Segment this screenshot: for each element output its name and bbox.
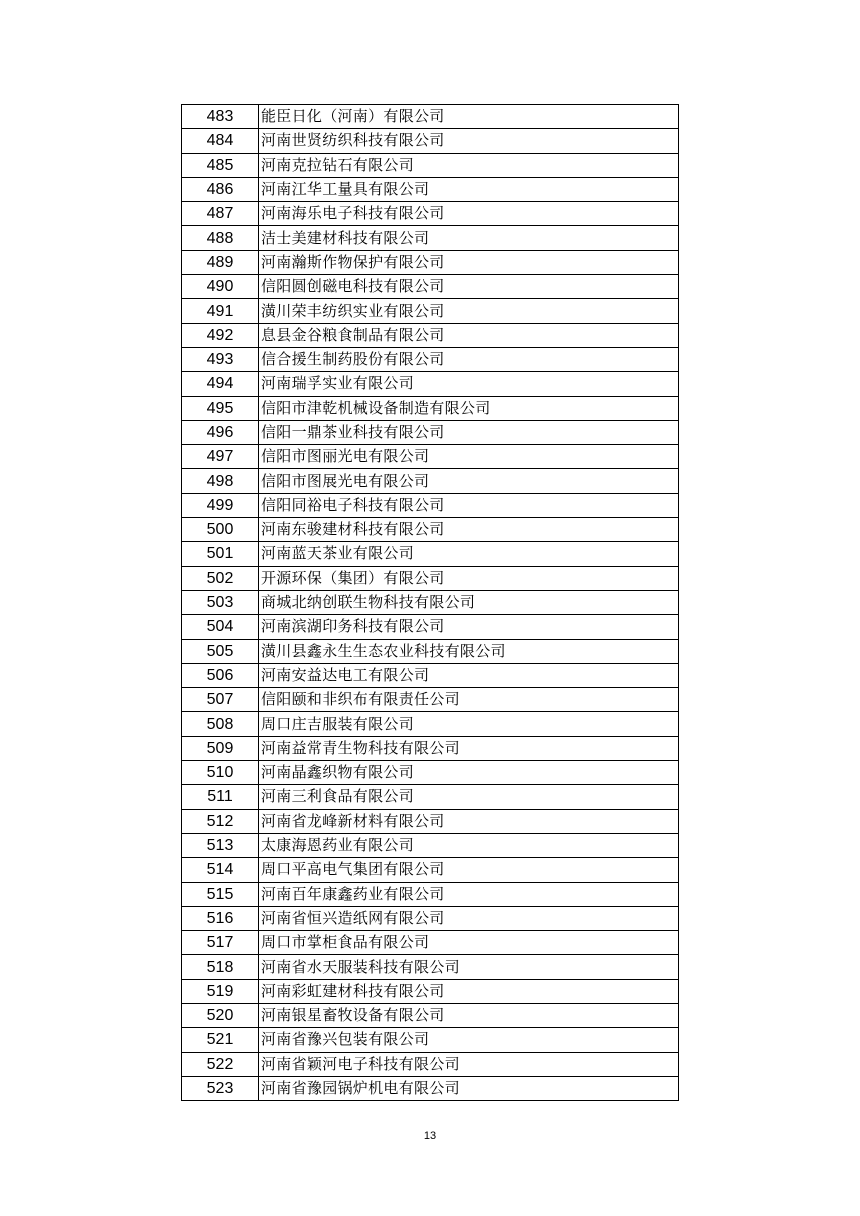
table-row bbox=[182, 931, 679, 955]
company-name: 商城北纳创联生物科技有限公司 bbox=[259, 590, 679, 614]
table-row bbox=[182, 761, 679, 785]
row-number: 509 bbox=[182, 736, 259, 760]
row-number: 508 bbox=[182, 712, 259, 736]
row-number: 510 bbox=[182, 761, 259, 785]
company-name: 河南三利食品有限公司 bbox=[259, 785, 679, 809]
row-number: 513 bbox=[182, 833, 259, 857]
row-number: 494 bbox=[182, 372, 259, 396]
company-name: 河南百年康鑫药业有限公司 bbox=[259, 882, 679, 906]
row-number: 487 bbox=[182, 202, 259, 226]
company-name: 河南省水天服装科技有限公司 bbox=[259, 955, 679, 979]
table-row bbox=[182, 250, 679, 274]
page-number: 13 bbox=[423, 1130, 437, 1142]
company-name: 河南蓝天茶业有限公司 bbox=[259, 542, 679, 566]
company-name: 能臣日化（河南）有限公司 bbox=[259, 105, 679, 129]
company-name: 潢川县鑫永生生态农业科技有限公司 bbox=[259, 639, 679, 663]
company-name: 信阳颐和非织布有限责任公司 bbox=[259, 688, 679, 712]
table-row bbox=[182, 323, 679, 347]
row-number: 490 bbox=[182, 275, 259, 299]
table-row bbox=[182, 833, 679, 857]
table-row bbox=[182, 615, 679, 639]
table-row bbox=[182, 226, 679, 250]
company-name: 周口平高电气集团有限公司 bbox=[259, 858, 679, 882]
table-row bbox=[182, 542, 679, 566]
company-name: 河南克拉钻石有限公司 bbox=[259, 153, 679, 177]
company-name: 河南滨湖印务科技有限公司 bbox=[259, 615, 679, 639]
company-name: 河南省龙峰新材料有限公司 bbox=[259, 809, 679, 833]
company-name: 周口市掌柜食品有限公司 bbox=[259, 931, 679, 955]
row-number: 514 bbox=[182, 858, 259, 882]
table-row bbox=[182, 347, 679, 371]
table-row bbox=[182, 202, 679, 226]
company-name: 潢川荣丰纺织实业有限公司 bbox=[259, 299, 679, 323]
table-row bbox=[182, 979, 679, 1003]
company-name: 河南省豫兴包装有限公司 bbox=[259, 1028, 679, 1052]
company-name: 周口庄吉服装有限公司 bbox=[259, 712, 679, 736]
row-number: 502 bbox=[182, 566, 259, 590]
table-row bbox=[182, 736, 679, 760]
company-name: 河南省恒兴造纸网有限公司 bbox=[259, 906, 679, 930]
row-number: 522 bbox=[182, 1052, 259, 1076]
company-name: 河南世贤纺织科技有限公司 bbox=[259, 129, 679, 153]
row-number: 493 bbox=[182, 347, 259, 371]
company-name: 河南省豫园锅炉机电有限公司 bbox=[259, 1076, 679, 1100]
company-name: 河南海乐电子科技有限公司 bbox=[259, 202, 679, 226]
table-row bbox=[182, 153, 679, 177]
row-number: 504 bbox=[182, 615, 259, 639]
company-name: 信合援生制药股份有限公司 bbox=[259, 347, 679, 371]
row-number: 520 bbox=[182, 1003, 259, 1027]
company-name: 河南省颖河电子科技有限公司 bbox=[259, 1052, 679, 1076]
row-number: 501 bbox=[182, 542, 259, 566]
row-number: 485 bbox=[182, 153, 259, 177]
table-row bbox=[182, 785, 679, 809]
row-number: 500 bbox=[182, 518, 259, 542]
table-row bbox=[182, 493, 679, 517]
company-name: 信阳市图丽光电有限公司 bbox=[259, 445, 679, 469]
row-number: 503 bbox=[182, 590, 259, 614]
row-number: 489 bbox=[182, 250, 259, 274]
company-list-table bbox=[181, 104, 679, 1101]
company-name: 信阳圆创磁电科技有限公司 bbox=[259, 275, 679, 299]
table-row bbox=[182, 663, 679, 687]
row-number: 496 bbox=[182, 420, 259, 444]
table-row bbox=[182, 566, 679, 590]
table-row bbox=[182, 275, 679, 299]
row-number: 523 bbox=[182, 1076, 259, 1100]
company-name: 河南东骏建材科技有限公司 bbox=[259, 518, 679, 542]
company-name: 开源环保（集团）有限公司 bbox=[259, 566, 679, 590]
company-name: 息县金谷粮食制品有限公司 bbox=[259, 323, 679, 347]
row-number: 506 bbox=[182, 663, 259, 687]
row-number: 516 bbox=[182, 906, 259, 930]
row-number: 507 bbox=[182, 688, 259, 712]
table-row bbox=[182, 955, 679, 979]
table-row bbox=[182, 809, 679, 833]
table-row bbox=[182, 105, 679, 129]
table-row bbox=[182, 882, 679, 906]
row-number: 517 bbox=[182, 931, 259, 955]
company-name: 河南彩虹建材科技有限公司 bbox=[259, 979, 679, 1003]
table-row bbox=[182, 1076, 679, 1100]
table-row bbox=[182, 518, 679, 542]
row-number: 498 bbox=[182, 469, 259, 493]
company-name: 信阳一鼎茶业科技有限公司 bbox=[259, 420, 679, 444]
company-name: 河南瀚斯作物保护有限公司 bbox=[259, 250, 679, 274]
table-row bbox=[182, 1028, 679, 1052]
row-number: 497 bbox=[182, 445, 259, 469]
table-row bbox=[182, 372, 679, 396]
table-row bbox=[182, 639, 679, 663]
company-name: 河南安益达电工有限公司 bbox=[259, 663, 679, 687]
table-row bbox=[182, 1003, 679, 1027]
row-number: 491 bbox=[182, 299, 259, 323]
row-number: 521 bbox=[182, 1028, 259, 1052]
row-number: 488 bbox=[182, 226, 259, 250]
table-row bbox=[182, 420, 679, 444]
company-name: 河南瑞孚实业有限公司 bbox=[259, 372, 679, 396]
company-name: 信阳同裕电子科技有限公司 bbox=[259, 493, 679, 517]
row-number: 495 bbox=[182, 396, 259, 420]
row-number: 499 bbox=[182, 493, 259, 517]
company-name: 河南益常青生物科技有限公司 bbox=[259, 736, 679, 760]
company-list-body bbox=[182, 105, 679, 1101]
table-row bbox=[182, 129, 679, 153]
table-row bbox=[182, 712, 679, 736]
row-number: 505 bbox=[182, 639, 259, 663]
company-name: 河南银星畜牧设备有限公司 bbox=[259, 1003, 679, 1027]
row-number: 484 bbox=[182, 129, 259, 153]
table-row bbox=[182, 299, 679, 323]
row-number: 512 bbox=[182, 809, 259, 833]
row-number: 483 bbox=[182, 105, 259, 129]
table-row bbox=[182, 445, 679, 469]
table-row bbox=[182, 1052, 679, 1076]
table-row bbox=[182, 688, 679, 712]
table-row bbox=[182, 906, 679, 930]
row-number: 515 bbox=[182, 882, 259, 906]
company-name: 河南江华工量具有限公司 bbox=[259, 177, 679, 201]
row-number: 511 bbox=[182, 785, 259, 809]
company-name: 太康海恩药业有限公司 bbox=[259, 833, 679, 857]
table-row bbox=[182, 590, 679, 614]
table-row bbox=[182, 469, 679, 493]
row-number: 518 bbox=[182, 955, 259, 979]
table-row bbox=[182, 396, 679, 420]
table-row bbox=[182, 858, 679, 882]
row-number: 486 bbox=[182, 177, 259, 201]
row-number: 492 bbox=[182, 323, 259, 347]
company-name: 河南晶鑫织物有限公司 bbox=[259, 761, 679, 785]
company-name: 信阳市津乾机械设备制造有限公司 bbox=[259, 396, 679, 420]
row-number: 519 bbox=[182, 979, 259, 1003]
company-name: 洁士美建材科技有限公司 bbox=[259, 226, 679, 250]
table-row bbox=[182, 177, 679, 201]
company-name: 信阳市图展光电有限公司 bbox=[259, 469, 679, 493]
